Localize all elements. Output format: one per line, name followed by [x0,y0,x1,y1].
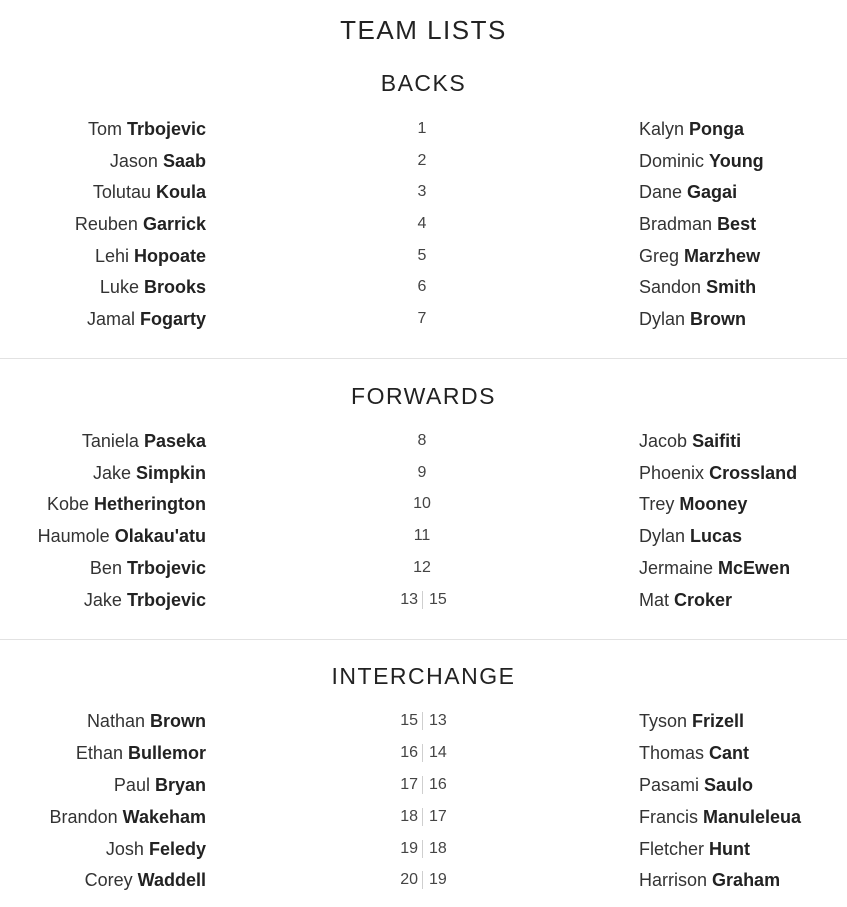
home-player-last-name: Saab [162,151,206,171]
home-player-last-name: Brooks [143,277,206,297]
away-player-last-name: McEwen [718,558,791,578]
player-row [0,589,847,621]
number-divider [422,744,423,762]
home-player-name [114,774,206,796]
home-player-first-name: Jason [109,151,158,171]
home-player-last-name: Trbojevic [126,119,206,139]
home-player-last-name: Bryan [154,775,206,795]
home-player-first-name: Paul [113,775,150,795]
home-jersey-number: 15 [400,712,418,729]
away-player-name [639,710,744,732]
number-divider [422,712,423,730]
away-player-first-name: Tyson [639,711,688,731]
away-player-first-name: Sandon [639,277,702,297]
section-title-backs: BACKS [380,70,467,96]
home-player-last-name: Brown [150,711,206,731]
home-player-first-name: Josh [105,839,144,859]
away-jersey-number: 16 [429,776,447,793]
away-player-last-name: Lucas [690,526,743,546]
player-row [0,806,847,838]
home-player-first-name: Lehi [94,246,129,266]
player-row [0,869,847,901]
jersey-number: 12 [413,559,431,576]
away-player-last-name: Brown [690,309,747,329]
away-jersey-number: 15 [429,591,447,608]
away-player-name [639,525,742,547]
home-player-last-name: Koula [155,182,206,202]
away-player-first-name: Mat [639,590,670,610]
number-divider [422,871,423,889]
page-title: TEAM LISTS [340,15,507,45]
away-jersey-number: 18 [429,840,447,857]
jersey-number: 11 [413,527,431,544]
home-player-last-name: Garrick [142,214,206,234]
away-player-first-name: Fletcher [639,839,705,859]
away-player-last-name: Graham [712,870,781,890]
away-player-name [639,462,797,484]
home-player-first-name: Reuben [74,214,138,234]
away-player-last-name: Mooney [679,494,748,514]
player-row [0,557,847,589]
home-player-first-name: Ethan [75,743,123,763]
home-player-first-name: Nathan [86,711,145,731]
jersey-number: 8 [417,432,427,449]
player-row [0,838,847,870]
jersey-number: 4 [417,215,427,232]
player-row [0,118,847,150]
home-player-first-name: Luke [99,277,139,297]
number-divider [422,808,423,826]
player-row [0,493,847,525]
away-player-first-name: Trey [639,494,675,514]
home-player-last-name: Trbojevic [126,590,206,610]
away-player-name [639,181,737,203]
player-row [0,245,847,277]
away-player-name [639,308,746,330]
home-player-first-name: Kobe [46,494,89,514]
home-player-last-name: Hetherington [94,494,206,514]
away-player-last-name: Cant [709,743,750,763]
number-divider [422,840,423,858]
away-player-last-name: Saulo [704,775,754,795]
home-player-last-name: Feledy [148,839,206,859]
away-player-last-name: Smith [706,277,757,297]
home-player-first-name: Brandon [49,807,118,827]
player-row [0,710,847,742]
section-divider [0,639,847,640]
section-title-forwards: FORWARDS [351,383,496,409]
player-row [0,150,847,182]
away-player-name [639,150,764,172]
home-jersey-number: 20 [400,871,418,888]
player-row [0,430,847,462]
home-player-first-name: Tolutau [92,182,151,202]
home-player-first-name: Corey [84,870,133,890]
home-player-last-name: Trbojevic [126,558,206,578]
home-player-name [84,589,206,611]
away-player-last-name: Hunt [709,839,751,859]
away-player-first-name: Dominic [639,151,705,171]
jersey-number: 1 [417,120,427,137]
home-player-first-name: Jake [92,463,131,483]
away-player-first-name: Phoenix [639,463,705,483]
away-player-first-name: Dane [639,182,683,202]
home-player-first-name: Jamal [86,309,135,329]
home-player-first-name: Tom [87,119,122,139]
away-player-name [639,245,760,267]
home-player-first-name: Ben [89,558,122,578]
home-player-last-name: Bullemor [127,743,206,763]
home-player-last-name: Wakeham [122,807,206,827]
away-player-name [639,742,749,764]
player-row [0,276,847,308]
home-player-name [85,869,206,891]
home-jersey-number: 19 [400,840,418,857]
jersey-number: 2 [417,152,427,169]
away-player-first-name: Dylan [639,526,686,546]
jersey-number: 6 [417,278,427,295]
away-player-name [639,213,756,235]
away-player-name [639,774,753,796]
home-player-name [106,838,206,860]
jersey-number: 10 [413,495,431,512]
away-player-first-name: Kalyn [639,119,685,139]
away-player-last-name: Best [717,214,757,234]
away-player-first-name: Francis [639,807,699,827]
away-player-name [639,589,732,611]
home-player-name [50,806,206,828]
away-player-last-name: Croker [674,590,733,610]
player-row [0,462,847,494]
away-player-name [639,430,741,452]
away-player-first-name: Greg [639,246,680,266]
away-player-last-name: Marzhew [684,246,761,266]
away-player-last-name: Manuleleua [703,807,802,827]
away-jersey-number: 13 [429,712,447,729]
number-divider [422,776,423,794]
home-player-first-name: Haumole [37,526,110,546]
home-player-last-name: Hopoate [134,246,206,266]
jersey-number: 9 [417,464,427,481]
home-player-name [87,710,206,732]
player-row [0,742,847,774]
player-row [0,525,847,557]
away-player-first-name: Pasami [639,775,700,795]
away-jersey-number: 19 [429,871,447,888]
player-row [0,308,847,340]
player-row [0,181,847,213]
home-player-last-name: Fogarty [139,309,206,329]
away-player-last-name: Ponga [689,119,745,139]
jersey-number: 5 [417,247,427,264]
number-divider [422,591,423,609]
home-player-last-name: Paseka [143,431,206,451]
home-player-first-name: Taniela [81,431,139,451]
section-divider [0,358,847,359]
home-player-last-name: Simpkin [135,463,206,483]
away-player-name [639,118,744,140]
away-jersey-number: 17 [429,808,447,825]
away-player-name [639,806,801,828]
section-title-interchange: INTERCHANGE [331,663,516,689]
away-player-last-name: Frizell [692,711,745,731]
away-player-first-name: Jacob [639,431,688,451]
player-row [0,774,847,806]
home-jersey-number: 16 [400,744,418,761]
away-player-first-name: Harrison [639,870,708,890]
jersey-number: 3 [417,183,427,200]
away-jersey-number: 14 [429,744,447,761]
away-player-first-name: Bradman [639,214,713,234]
away-player-last-name: Young [709,151,764,171]
jersey-number: 7 [417,310,427,327]
away-player-first-name: Dylan [639,309,686,329]
away-player-last-name: Crossland [709,463,798,483]
player-row [0,213,847,245]
away-player-name [639,838,750,860]
home-player-last-name: Waddell [137,870,206,890]
home-player-first-name: Jake [83,590,122,610]
home-jersey-number: 17 [400,776,418,793]
home-jersey-number: 18 [400,808,418,825]
home-jersey-number: 13 [400,591,418,608]
home-player-last-name: Olakau'atu [114,526,206,546]
away-player-last-name: Gagai [687,182,738,202]
away-player-name [639,276,756,298]
home-player-name [76,742,206,764]
away-player-name [639,557,790,579]
away-player-name [639,493,747,515]
away-player-first-name: Jermaine [639,558,714,578]
away-player-first-name: Thomas [639,743,705,763]
away-player-name [639,869,780,891]
away-player-last-name: Saifiti [692,431,742,451]
